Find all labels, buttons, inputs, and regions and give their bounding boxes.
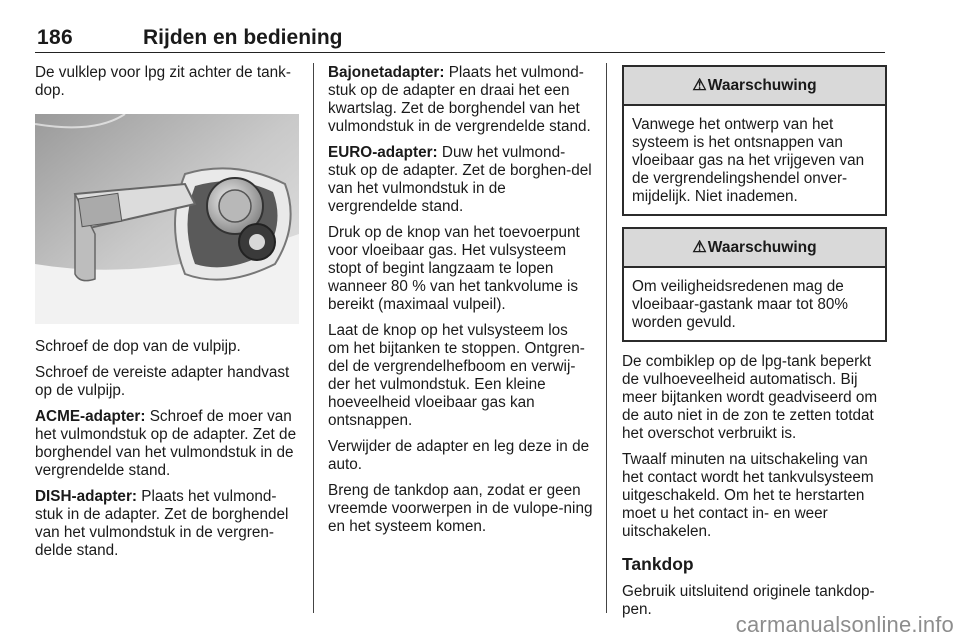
paragraph: Twaalf minuten na uitschakeling van het contact wordt het tankvulsysteem uitgeschakeld. Om het te herstarten moet u het contact in- en weer uitschakelen.	[622, 451, 874, 540]
warning-header	[624, 67, 885, 106]
euro-paragraph	[328, 144, 593, 216]
euro-term: EURO-adapter:	[328, 144, 438, 161]
paragraph: Gebruik uitsluitend originele tankdop-pen.	[622, 583, 875, 618]
paragraph: Verwijder de adapter en leg deze in de auto.	[328, 438, 590, 473]
dish-term: DISH-adapter:	[35, 488, 137, 505]
euro-text: Duw het vulmond-stuk op de adapter. Zet de borghen-del van het vulmondstuk in de vergrendelde stand.	[328, 144, 592, 215]
page-header	[35, 26, 885, 53]
warning-triangle-icon: ⚠	[692, 76, 707, 94]
lpg-filler-photo	[35, 114, 299, 324]
intro-paragraph: De vulklep voor lpg zit achter de tank-dop.	[35, 64, 291, 99]
paragraph: Laat de knop op het vulsysteem los om het bijtanken te stoppen. Ontgren-del de vergrendelhefboom en verwij-der het vulmondstuk. Een kleine hoeveelheid vloeibaar gas kan ontsnappen.	[328, 322, 585, 429]
paragraph: De combiklep op de lpg-tank beperkt de vulhoeveelheid automatisch. Bij meer bijtanken wordt geadviseerd om de auto niet in de zon te zetten totdat het overschot verbruikt is.	[622, 353, 878, 442]
column-1	[35, 64, 300, 568]
dish-paragraph	[35, 488, 300, 560]
warning-text: Vanwege het ontwerp van het systeem is het ontsnappen van vloeibaar gas na het vrijgeven van de vergrendelingshendel onver-mijdelijk. Niet inademen.	[632, 116, 865, 205]
warning-triangle-icon: ⚠	[692, 238, 707, 256]
warning-box	[622, 227, 887, 342]
bajonet-paragraph	[328, 64, 593, 136]
paragraph: Druk op de knop van het toevoerpunt voor vloeibaar gas. Het vulsysteem stopt of begint langzaam te lopen wanneer 80 % van het tankvolume is bereikt (maximaal vulpeil).	[328, 224, 580, 313]
paragraph: Schroef de dop van de vulpijp.	[35, 338, 241, 355]
dish-text: Plaats het vulmond-stuk in de adapter. Zet de borghendel van het vulmondstuk in de vergren-delde stand.	[35, 488, 289, 559]
column-3	[622, 65, 887, 627]
bajonet-term: Bajonetadapter:	[328, 64, 445, 81]
column-divider	[606, 63, 607, 613]
lpg-filler-illustration	[35, 114, 299, 324]
page-number: 186	[37, 26, 73, 49]
warning-title: Waarschuwing	[707, 76, 817, 94]
warning-text: Om veiligheidsredenen mag de vloeibaar-gastank maar tot 80% worden gevuld.	[632, 278, 848, 331]
acme-paragraph	[35, 408, 300, 480]
acme-term: ACME-adapter:	[35, 408, 146, 425]
acme-text: Schroef de moer van het vulmondstuk op de adapter. Zet de borghendel van het vulmondstuk in de vergrendelde stand.	[35, 408, 297, 479]
column-2	[328, 64, 593, 544]
warning-header	[624, 229, 885, 268]
warning-box	[622, 65, 887, 216]
warning-title: Waarschuwing	[707, 238, 817, 256]
paragraph: Breng de tankdop aan, zodat er geen vreemde voorwerpen in de vulope-ning en het systeem komen.	[328, 482, 593, 535]
column-divider	[313, 63, 314, 613]
paragraph: Schroef de vereiste adapter handvast op de vulpijp.	[35, 364, 290, 399]
watermark: carmanualsonline.info	[735, 612, 954, 637]
section-title: Tankdop	[622, 554, 694, 574]
chapter-title: Rijden en bediening	[143, 26, 343, 49]
bajonet-text: Plaats het vulmond-stuk op de adapter en draai het een kwartslag. Zet de borghendel van het vulmondstuk in de vergrendelde stand.	[328, 64, 591, 135]
